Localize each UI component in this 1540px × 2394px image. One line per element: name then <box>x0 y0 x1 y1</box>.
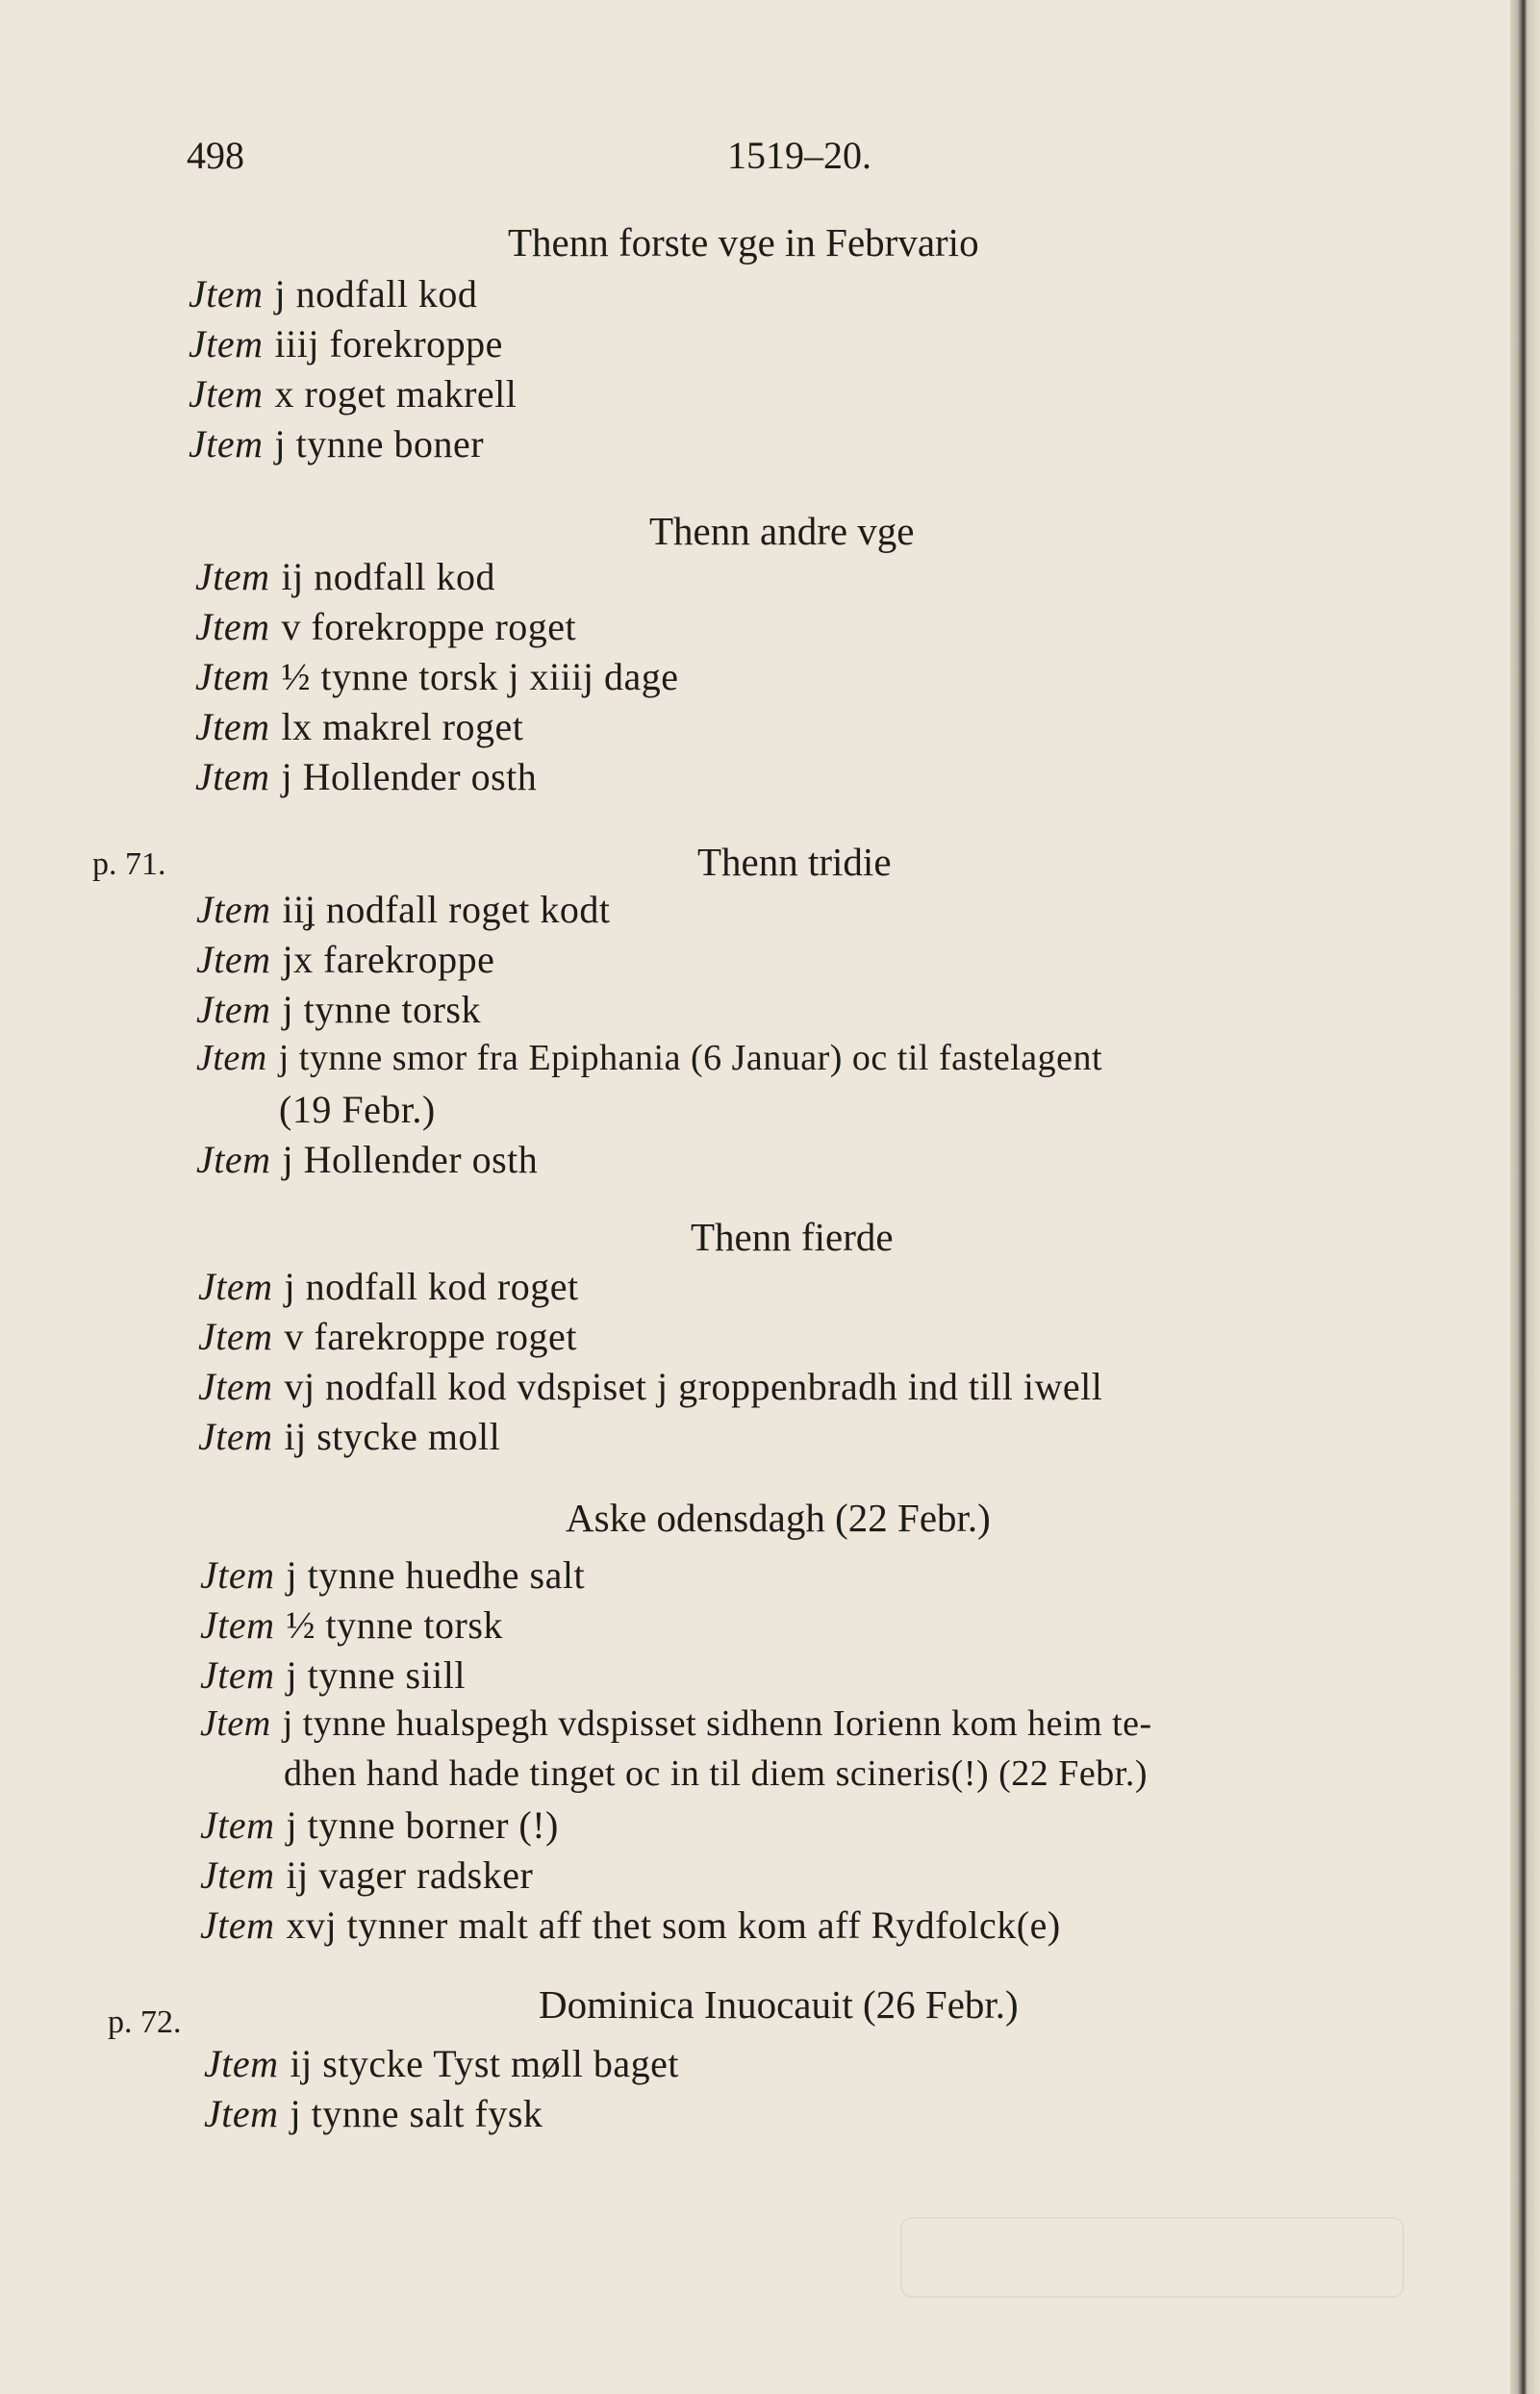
section-heading: Thenn tridie <box>697 840 892 884</box>
entry-line: Jtem ij vager radsker <box>200 1853 534 1897</box>
page-reference: p. 72. <box>108 2004 182 2040</box>
entry-line: Jtem ij nodfall kod <box>195 555 496 598</box>
entry-line: Jtem ½ tynne torsk j xiiij dage <box>195 655 679 698</box>
section-heading: Dominica Inuocauit (26 Febr.) <box>539 1982 1019 2027</box>
entry-line: Jtem xvj tynner malt aff thet som kom aff Rydfolck(e) <box>200 1903 1061 1947</box>
entry-line: Jtem j Hollender osth <box>196 1138 539 1181</box>
entry-line: Jtem iiʝ nodfall roget kodt <box>196 888 611 931</box>
entry-line: Jtem j nodfall kod <box>189 272 478 315</box>
entry-line: Jtem j tynne torsk <box>196 988 481 1031</box>
entry-line: Jtem j tynne hualspegh vdspisset sidhenn Iorienn kom heim te- <box>200 1703 1152 1744</box>
section-heading: Thenn forste vge in Febrvario <box>508 220 979 265</box>
paper-blemish <box>900 2217 1404 2298</box>
entry-line: Jtem j tynne huedhe salt <box>200 1553 586 1597</box>
entry-line: Jtem j tynne salt fysk <box>204 2092 543 2135</box>
entry-line: Jtem ½ tynne torsk <box>200 1603 503 1647</box>
page-header <box>0 133 1510 181</box>
page-gutter-edge <box>1510 0 1540 2394</box>
section-heading: Aske odensdagh (22 Febr.) <box>566 1496 991 1540</box>
entry-line: Jtem j tynne boner <box>189 422 485 466</box>
entry-line: Jtem j nodfall kod roget <box>198 1265 579 1308</box>
page-number: 498 <box>187 134 244 177</box>
entry-line: Jtem j Hollender osth <box>195 755 538 798</box>
entry-line: Jtem vj nodfall kod vdspiset j groppenbradh ind till iwell <box>198 1365 1103 1408</box>
entry-line: Jtem j tynne smor fra Epiphania (6 Januar) oc til fastelagent <box>196 1038 1103 1078</box>
entry-line: Jtem v farekroppe roget <box>198 1315 577 1358</box>
section-heading: Thenn andre vge <box>649 509 915 553</box>
entry-line: Jtem ij stycke Tyst møll baget <box>204 2042 679 2085</box>
entry-line-continuation: (19 Febr.) <box>279 1088 436 1131</box>
entry-line: Jtem j tynne siill <box>200 1653 467 1697</box>
page-reference: p. 71. <box>92 846 166 882</box>
entry-line: Jtem jx farekroppe <box>196 938 495 981</box>
year-range: 1519–20. <box>727 134 871 177</box>
entry-line-continuation: dhen hand hade tinget oc in til diem scineris(!) (22 Febr.) <box>284 1753 1148 1794</box>
section-heading: Thenn fierde <box>691 1215 894 1259</box>
entry-line: Jtem j tynne borner (!) <box>200 1803 559 1847</box>
entry-line: Jtem x roget makrell <box>189 372 518 416</box>
entry-line: Jtem iiij forekroppe <box>189 322 503 365</box>
entry-line: Jtem v forekroppe roget <box>195 605 577 648</box>
entry-line: Jtem ij stycke moll <box>198 1415 501 1458</box>
entry-line: Jtem lx makrel roget <box>195 705 524 748</box>
